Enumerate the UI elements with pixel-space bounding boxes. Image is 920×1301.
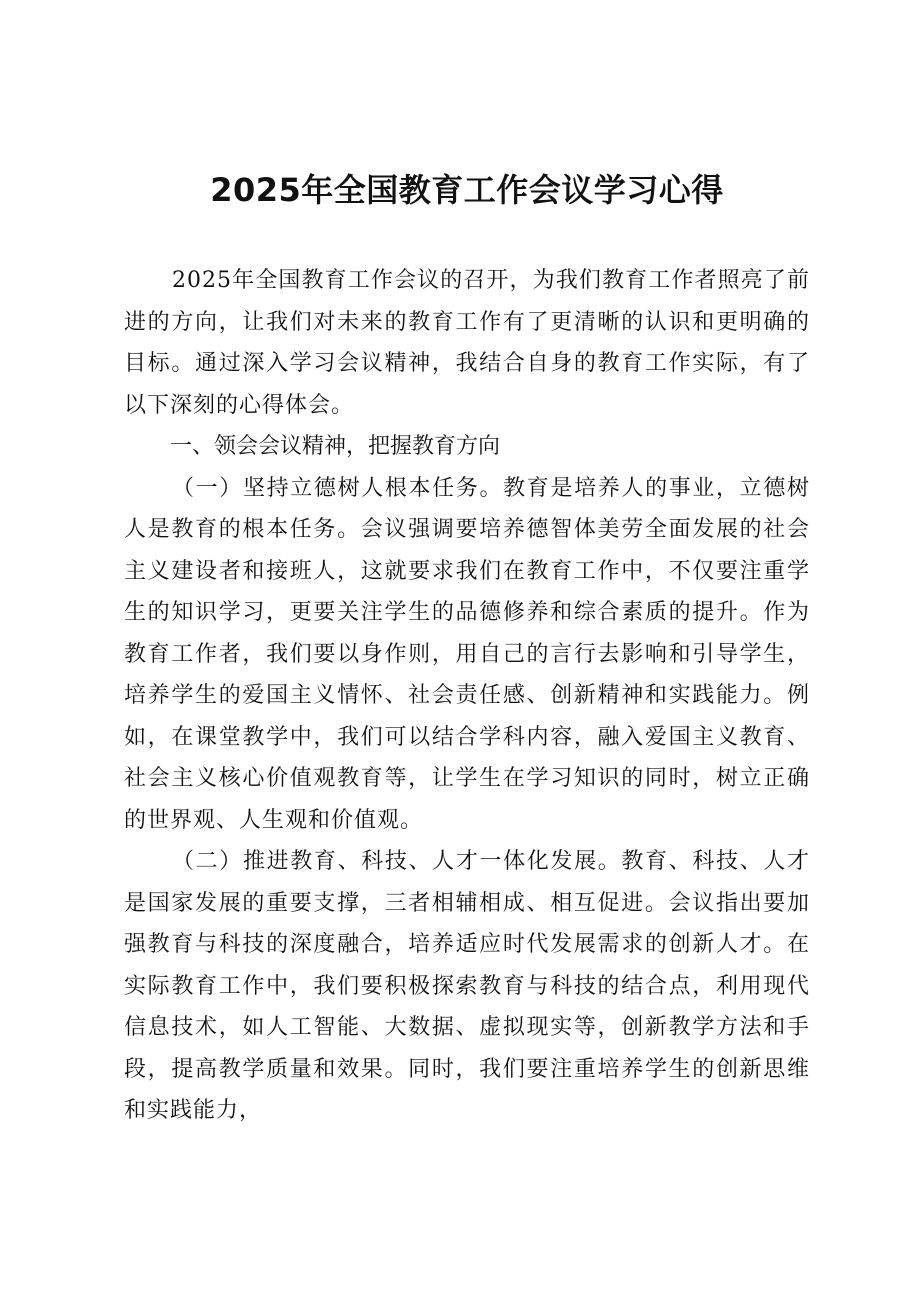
paragraph-1: （一）坚持立德树人根本任务。教育是培养人的事业，立德树人是教育的根本任务。会议强调要培养德智体美劳全面发展的社会主义建设者和接班人，这就要求我们在教育工作中，不仅要注重学生的知识学习，更要关注学生的品德修养和综合素质的提升。作为教育工作者，我们要以身作则，用自己的言行去影响和引导学生，培养学生的爱国主义情怀、社会责任感、创新精神和实践能力。例如，在课堂教学中，我们可以结合学科内容，融入爱国主义教育、社会主义核心价值观教育等，让学生在学习知识的同时，树立正确的世界观、人生观和价值观。 [124,475,810,833]
paragraph-2: （二）推进教育、科技、人才一体化发展。教育、科技、人才是国家发展的重要支撑，三者相辅相成、相互促进。会议指出要加强教育与科技的深度融合，培养适应时代发展需求的创新人才。在实际教育工作中，我们要积极探索教育与科技的结合点，利用现代信息技术，如人工智能、大数据、虚拟现实等，创新教学方法和手段，提高教学质量和效果。同时，我们要注重培养学生的创新思维和实践能力， [124,849,810,1123]
intro-paragraph: 2025年全国教育工作会议的召开，为我们教育工作者照亮了前进的方向，让我们对未来的教育工作有了更清晰的认识和更明确的目标。通过深入学习会议精神，我结合自身的教育工作实际，有了以下深刻的心得体会。 [124,268,810,418]
document-title: 2025年全国教育工作会议学习心得 [210,171,724,209]
section-heading-1: 一、领会会议精神，把握教育方向 [170,434,501,459]
